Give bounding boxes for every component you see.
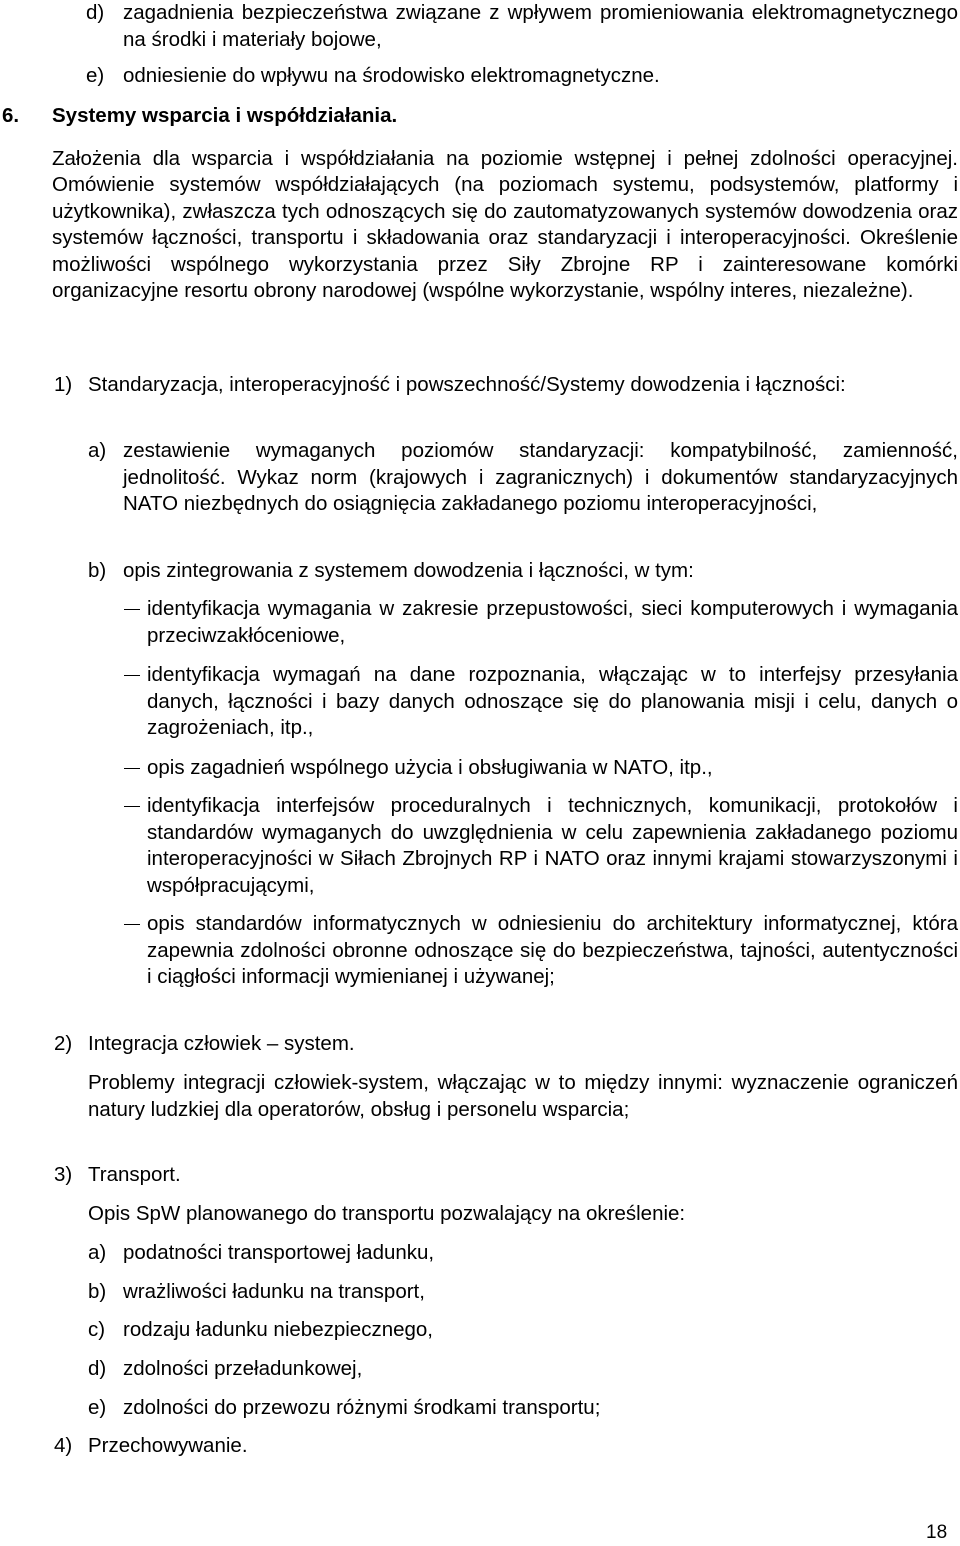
list-label: e) — [86, 64, 105, 87]
list-text: podatności transportowej ładunku, — [123, 1241, 435, 1264]
section-title: Systemy wsparcia i współdziałania. — [52, 104, 398, 127]
dash-icon — [124, 662, 144, 689]
list-label: 3) — [54, 1163, 73, 1186]
bullet-text: opis standardów informatycznych w odniesieniu do architektury informatycznej, która zapewnia zdolności obronne odnoszące się do bezpieczeństwa, tajności, autentyczności i ciągłości informacji wymienianej i używanej; — [147, 912, 958, 988]
dash-bullet — [124, 596, 958, 649]
list-label: a) — [88, 439, 107, 462]
transport-subitem — [88, 1279, 958, 1306]
dash-icon — [124, 911, 144, 938]
dash-bullet — [124, 662, 958, 742]
list-label: 4) — [54, 1434, 73, 1457]
subitem-b — [88, 558, 958, 585]
dash-icon — [124, 596, 144, 623]
list-item-4 — [52, 1433, 958, 1460]
bullet-text: identyfikacja interfejsów proceduralnych i technicznych, komunikacji, protokołów i standardów wymaganych do uwzględnienia w celu zapewnienia zakładanego poziomu interoperacyjności w Siłach Zbrojnych RP i NATO oraz innymi krajami stowarzyszonymi i współpracującymi, — [147, 794, 958, 897]
transport-subitem — [88, 1356, 958, 1383]
list-label: 2) — [54, 1032, 73, 1055]
list-item-e — [86, 63, 958, 90]
list-item-1 — [52, 372, 958, 399]
item3-body: Opis SpW planowanego do transportu pozwalający na określenie: — [88, 1202, 686, 1225]
list-item-2 — [52, 1031, 958, 1058]
dash-icon — [124, 793, 144, 820]
list-label: e) — [88, 1396, 107, 1419]
bullet-text: identyfikacja wymagania w zakresie przepustowości, sieci komputerowych i wymagania przeciwzakłóceniowe, — [147, 597, 958, 647]
transport-subitem — [88, 1395, 958, 1422]
list-item-3 — [52, 1162, 958, 1189]
list-text: wrażliwości ładunku na transport, — [123, 1280, 425, 1303]
list-text: zdolności przeładunkowej, — [123, 1357, 363, 1380]
list-label: c) — [88, 1318, 106, 1341]
section-intro: Założenia dla wsparcia i współdziałania na poziomie wstępnej i pełnej zdolności operacyjnej. Omówienie systemów współdziałających (na poziomach systemu, podsystemów, platformy i użytkownika), zwłaszcza tych odnoszących się do zautomatyzowanych systemów dowodzenia oraz systemów łączności, transportu i składowania oraz standaryzacji i interoperacyjności. Określenie możliwości wspólnego wykorzystania przez Siły Zbrojne RP i zainteresowane komórki organizacyjne resortu obrony narodowej (wspólne wykorzystanie, wspólny interes, niezależne). — [52, 147, 958, 303]
list-label: b) — [88, 559, 107, 582]
dash-icon — [124, 755, 144, 782]
list-item-d — [86, 0, 958, 53]
bullet-text: identyfikacja wymagań na dane rozpoznania, włączając w to interfejsy przesyłania danych, łączności i bazy danych odnoszące się do planowania misji i celu, danych o zagrożeniach, itp., — [147, 663, 958, 739]
list-label: 1) — [54, 373, 73, 396]
dash-bullet — [124, 755, 958, 782]
list-text: zestawienie wymaganych poziomów standaryzacji: kompatybilność, zamienność, jednolitość. Wykaz norm (krajowych i zagranicznych) i dokumentów standaryzacyjnych NATO niezbędnych do osiągnięcia zakładanego poziomu interoperacyjności, — [123, 439, 958, 515]
list-text: Integracja człowiek – system. — [88, 1032, 355, 1055]
list-text: Standaryzacja, interoperacyjność i powszechność/Systemy dowodzenia i łączności: — [88, 373, 846, 396]
list-text: odniesienie do wpływu na środowisko elektromagnetyczne. — [123, 64, 660, 87]
list-text: opis zintegrowania z systemem dowodzenia i łączności, w tym: — [123, 559, 694, 582]
dash-bullet — [124, 793, 958, 899]
list-text: Transport. — [88, 1163, 181, 1186]
transport-subitem — [88, 1240, 958, 1267]
list-text: rodzaju ładunku niebezpiecznego, — [123, 1318, 434, 1341]
list-label: a) — [88, 1241, 107, 1264]
dash-bullet — [124, 911, 958, 991]
list-text: zagadnienia bezpieczeństwa związane z wpływem promieniowania elektromagnetycznego na środki i materiały bojowe, — [123, 1, 958, 51]
list-label: d) — [86, 1, 105, 24]
subitem-a — [88, 438, 958, 518]
list-text: Przechowywanie. — [88, 1434, 248, 1457]
page-number: 18 — [926, 1522, 948, 1543]
bullet-text: opis zagadnień wspólnego użycia i obsługiwania w NATO, itp., — [147, 756, 713, 779]
list-label: d) — [88, 1357, 107, 1380]
item2-body: Problemy integracji człowiek-system, włączając w to między innymi: wyznaczenie ograniczeń natury ludzkiej dla operatorów, obsług i personelu wsparcia; — [88, 1071, 958, 1121]
transport-subitem — [88, 1317, 958, 1344]
list-text: zdolności do przewozu różnymi środkami transportu; — [123, 1396, 601, 1419]
list-label: b) — [88, 1280, 107, 1303]
section-number: 6. — [2, 104, 20, 127]
